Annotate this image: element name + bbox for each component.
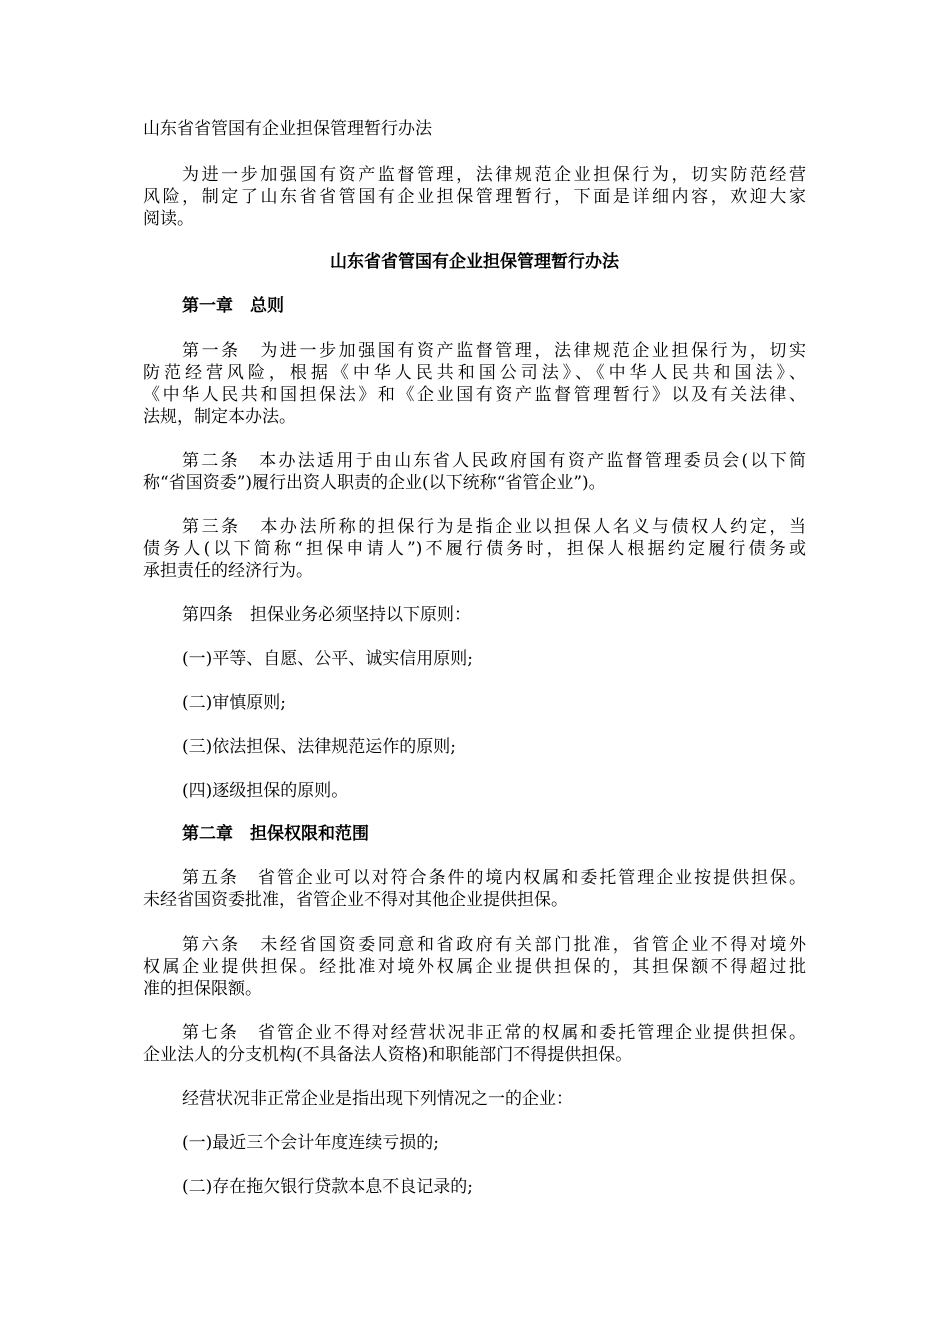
document-title: 山东省省管国有企业担保管理暂行办法 xyxy=(143,119,432,139)
article-line: 称“省国资委”)履行出资人职责的企业(以下统称“省管企业”)。 xyxy=(143,473,606,493)
article-line: 承担责任的经济行为。 xyxy=(143,561,313,581)
intro-line: 风险，制定了山东省省管国有企业担保管理暂行，下面是详细内容，欢迎大家 xyxy=(143,187,806,207)
chapter-heading: 第一章 总则 xyxy=(182,296,284,316)
article-line: 第六条 未经省国资委同意和省政府有关部门批准，省管企业不得对境外 xyxy=(182,935,806,955)
intro-line: 为进一步加强国有资产监督管理，法律规范企业担保行为，切实防范经营 xyxy=(182,165,806,185)
list-item: (四)逐级担保的原则。 xyxy=(182,781,349,801)
list-item: (二)审慎原则; xyxy=(182,693,286,713)
article-line: 第三条 本办法所称的担保行为是指企业以担保人名义与债权人约定，当 xyxy=(182,517,806,537)
list-item: (三)依法担保、法律规范运作的原则; xyxy=(182,737,456,757)
list-item: (一)平等、自愿、公平、诚实信用原则; xyxy=(182,649,473,669)
article-line: 第四条 担保业务必须坚持以下原则： xyxy=(182,605,471,625)
article-line: 《中华人民共和国担保法》和《企业国有资产监督管理暂行》以及有关法律、 xyxy=(143,385,806,405)
list-item: (二)存在拖欠银行贷款本息不良记录的; xyxy=(182,1177,473,1197)
article-line: 准的担保限额。 xyxy=(143,979,262,999)
article-line: 第一条 为进一步加强国有资产监督管理，法律规范企业担保行为，切实 xyxy=(182,341,806,361)
chapter-heading: 第二章 担保权限和范围 xyxy=(182,824,369,844)
article-line: 债务人(以下简称“担保申请人”)不履行债务时，担保人根据约定履行债务或 xyxy=(143,539,806,559)
article-line: 第七条 省管企业不得对经营状况非正常的权属和委托管理企业提供担保。 xyxy=(182,1023,806,1043)
article-line: 防范经营风险，根据《中华人民共和国公司法》、《中华人民共和国法》、 xyxy=(143,363,806,383)
list-item: (一)最近三个会计年度连续亏损的; xyxy=(182,1133,439,1153)
article-line: 经营状况非正常企业是指出现下列情况之一的企业： xyxy=(182,1089,573,1109)
section-heading: 山东省省管国有企业担保管理暂行办法 xyxy=(330,252,619,272)
article-line: 权属企业提供担保。经批准对境外权属企业提供担保的，其担保额不得超过批 xyxy=(143,957,806,977)
article-line: 未经省国资委批准，省管企业不得对其他企业提供担保。 xyxy=(143,890,568,910)
article-line: 第二条 本办法适用于由山东省人民政府国有资产监督管理委员会(以下简 xyxy=(182,451,806,471)
article-line: 第五条 省管企业可以对符合条件的境内权属和委托管理企业按提供担保。 xyxy=(182,868,806,888)
article-line: 法规，制定本办法。 xyxy=(143,407,296,427)
intro-line: 阅读。 xyxy=(143,209,194,229)
article-line: 企业法人的分支机构(不具备法人资格)和职能部门不得提供担保。 xyxy=(143,1045,633,1065)
